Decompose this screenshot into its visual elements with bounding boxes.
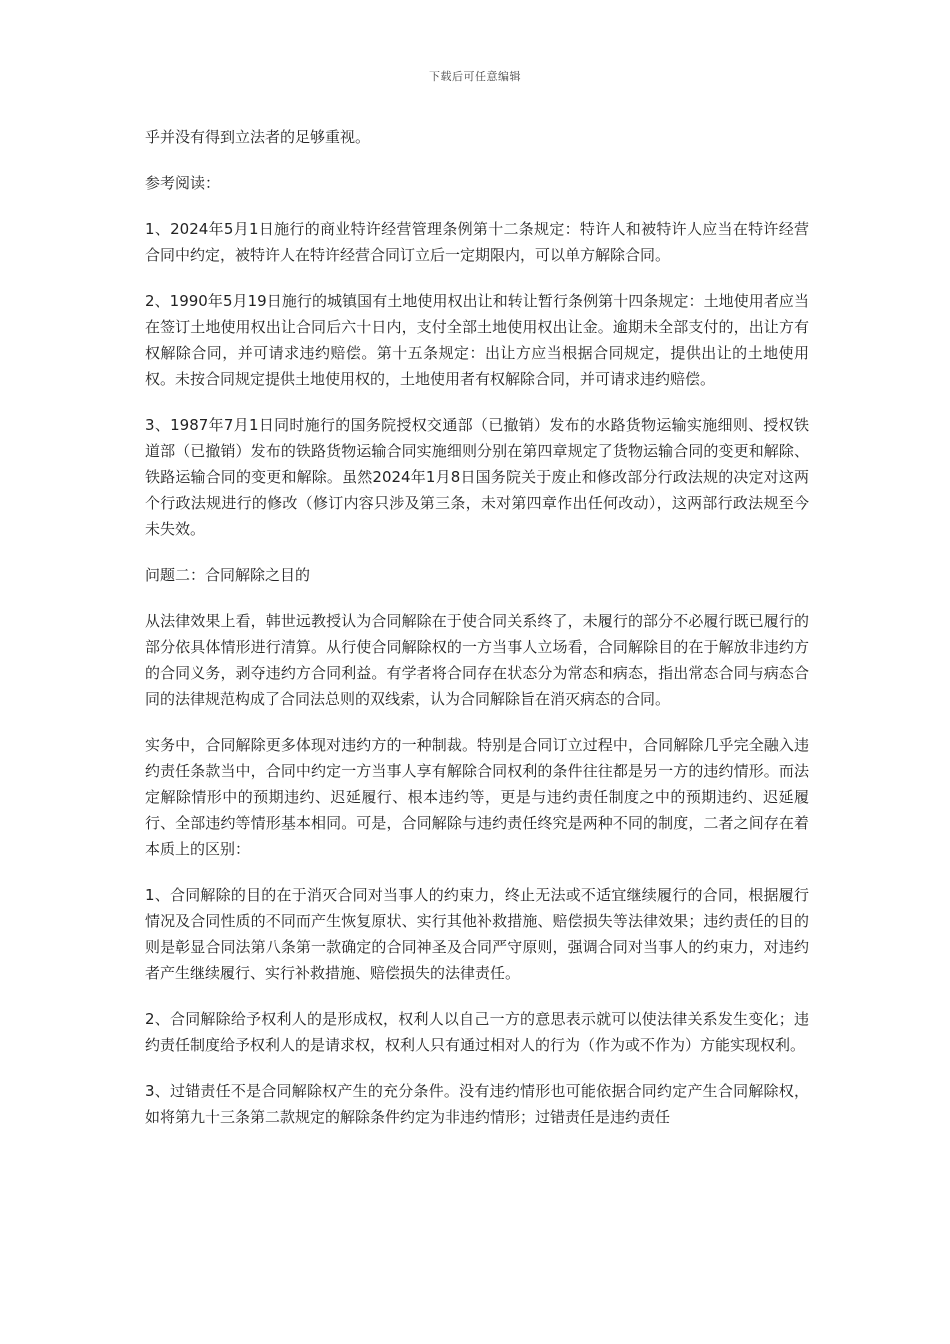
reference-item-1: 1、2024年5月1日施行的商业特许经营管理条例第十二条规定：特许人和被特许人应当在特许经营合同中约定，被特许人在特许经营合同订立后一定期限内，可以单方解除合同。	[145, 220, 809, 264]
paragraph-legal-effect: 从法律效果上看，韩世远教授认为合同解除在于使合同关系终了，未履行的部分不必履行既已履行的部分依具体情形进行清算。从行使合同解除权的一方当事人立场看，合同解除目的在于解放非违约方的合同义务，剥夺违约方合同利益。有学者将合同存在状态分为常态和病态，指出常态合同与病态合同的法律规范构成了合同法总则的双线索，认为合同解除旨在消灭病态的合同。	[145, 612, 809, 708]
paragraph-practice: 实务中，合同解除更多体现对违约方的一种制裁。特别是合同订立过程中，合同解除几乎完全融入违约责任条款当中，合同中约定一方当事人享有解除合同权利的条件往往都是另一方的违约情形。而法定解除情形中的预期违约、迟延履行、根本违约等，更是与违约责任制度之中的预期违约、迟延履行、全部违约等情形基本相同。可是，合同解除与违约责任终究是两种不同的制度，二者之间存在着本质上的区别：	[145, 736, 809, 858]
page-header: 下载后可任意编辑	[429, 70, 521, 83]
reference-item-3: 3、1987年7月1日同时施行的国务院授权交通部（已撤销）发布的水路货物运输实施细则、授权铁道部（已撤销）发布的铁路货物运输合同实施细则分别在第四章规定了货物运输合同的变更和解除、铁路运输合同的变更和解除。虽然2024年1月8日国务院关于废止和修改部分行政法规的决定对这两个行政法规进行的修改（修订内容只涉及第三条，未对第四章作出任何改动），这两部行政法规至今未失效。	[145, 416, 809, 538]
difference-item-1: 1、合同解除的目的在于消灭合同对当事人的约束力，终止无法或不适宜继续履行的合同，根据履行情况及合同性质的不同而产生恢复原状、实行其他补救措施、赔偿损失等法律效果；违约责任的目的则是彰显合同法第八条第一款确定的合同神圣及合同严守原则，强调合同对当事人的约束力，对违约者产生继续履行、实行补救措施、赔偿损失的法律责任。	[145, 886, 809, 982]
section-heading-question-2: 问题二：合同解除之目的	[145, 566, 311, 584]
difference-item-3: 3、过错责任不是合同解除权产生的充分条件。没有违约情形也可能依据合同约定产生合同解除权，如将第九十三条第二款规定的解除条件约定为非违约情形；过错责任是违约责任	[145, 1082, 809, 1126]
difference-item-2: 2、合同解除给予权利人的是形成权，权利人以自己一方的意思表示就可以使法律关系发生变化；违约责任制度给予权利人的是请求权，权利人只有通过相对人的行为（作为或不作为）方能实现权利。	[145, 1010, 809, 1054]
paragraph-continuation: 乎并没有得到立法者的足够重视。	[145, 128, 371, 146]
reference-item-2: 2、1990年5月19日施行的城镇国有土地使用权出让和转让暂行条例第十四条规定：土地使用者应当在签订土地使用权出让合同后六十日内，支付全部土地使用权出让金。逾期未全部支付的，出让方有权解除合同，并可请求违约赔偿。第十五条规定：出让方应当根据合同规定，提供出让的土地使用权。未按合同规定提供土地使用权的，土地使用者有权解除合同，并可请求违约赔偿。	[145, 292, 809, 388]
reference-heading: 参考阅读：	[145, 174, 221, 192]
document-body	[145, 124, 809, 1150]
